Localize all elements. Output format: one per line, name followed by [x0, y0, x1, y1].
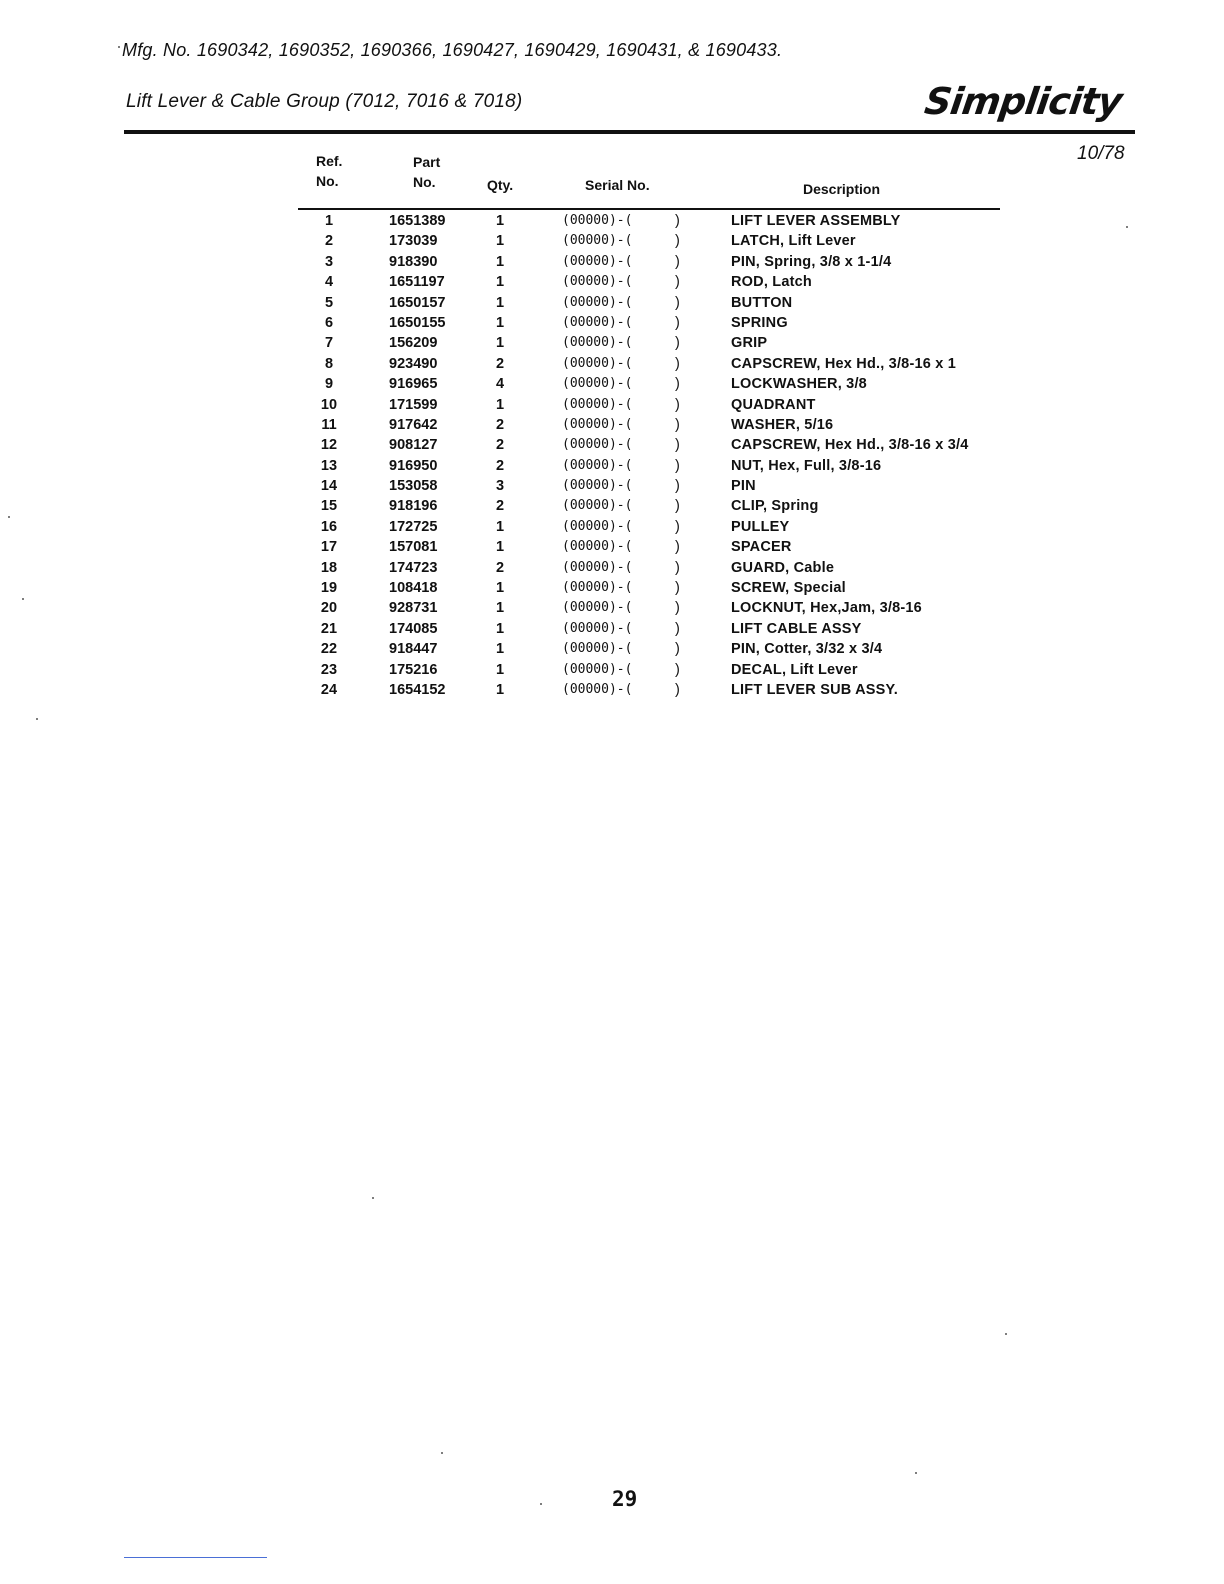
cell-serial-no: (00000)-(: [562, 274, 633, 290]
cell-description: SPACER: [731, 539, 792, 556]
cell-qty: 1: [496, 620, 505, 637]
brand-logo: Simplicity: [921, 80, 1125, 123]
cell-description: ROD, Latch: [731, 274, 812, 291]
column-header-ref-line2: No.: [316, 173, 339, 189]
column-header-ref: [316, 151, 342, 191]
column-header-ref-line1: Ref.: [316, 153, 343, 169]
cell-part-no: 916965: [389, 376, 438, 393]
cell-serial-no: (00000)-(: [562, 355, 633, 371]
cell-description: QUADRANT: [731, 396, 816, 413]
cell-part-no: 917642: [389, 416, 438, 433]
cell-qty: 1: [496, 661, 505, 678]
cell-serial-close: ): [675, 478, 680, 495]
table-row: [0, 437, 1224, 457]
cell-serial-no: (00000)-(: [562, 253, 633, 269]
scan-speck: [22, 598, 24, 600]
cell-serial-no: (00000)-(: [562, 559, 633, 575]
column-header-part-line2: No.: [413, 174, 436, 190]
cell-part-no: 916950: [389, 457, 438, 474]
cell-serial-no: (00000)-(: [562, 437, 633, 453]
cell-serial-close: ): [675, 416, 680, 433]
cell-serial-no: (00000)-(: [562, 376, 633, 392]
cell-description: CAPSCREW, Hex Hd., 3/8-16 x 3/4: [731, 437, 969, 454]
cell-part-no: 1654152: [389, 681, 446, 698]
cell-serial-no: (00000)-(: [562, 478, 633, 494]
cell-serial-close: ): [675, 539, 680, 556]
table-row: [0, 417, 1224, 437]
cell-serial-no: (00000)-(: [562, 661, 633, 677]
cell-ref-no: 18: [320, 559, 338, 576]
cell-ref-no: 1: [324, 213, 334, 229]
cell-serial-no: (00000)-(: [562, 539, 633, 555]
table-header-divider: [298, 208, 1000, 210]
cell-description: PIN: [731, 478, 756, 495]
scan-speck: [441, 1452, 443, 1454]
cell-serial-close: ): [675, 253, 680, 270]
cell-description: GRIP: [731, 335, 768, 352]
cell-serial-close: ): [675, 641, 680, 658]
cell-serial-close: ): [675, 314, 680, 331]
cell-description: BUTTON: [731, 294, 793, 311]
table-row: [0, 356, 1224, 376]
cell-part-no: 923490: [389, 355, 438, 372]
cell-serial-close: ): [675, 559, 680, 576]
mfg-numbers-line: Mfg. No. 1690342, 1690352, 1690366, 1690427, 1690429, 1690431, & 1690433.: [122, 40, 783, 60]
cell-ref-no: 5: [324, 294, 334, 311]
cell-serial-no: (00000)-(: [562, 681, 633, 697]
cell-qty: 1: [496, 580, 505, 597]
cell-qty: 2: [496, 437, 505, 454]
scan-speck: [1126, 226, 1128, 228]
cell-serial-close: ): [675, 233, 680, 250]
cell-description: SCREW, Special: [731, 580, 846, 597]
cell-description: CLIP, Spring: [731, 498, 819, 515]
cell-serial-close: ): [675, 518, 680, 535]
cell-ref-no: 21: [320, 620, 338, 637]
cell-serial-close: ): [675, 661, 680, 678]
cell-part-no: 918390: [389, 253, 438, 270]
cell-ref-no: 14: [320, 478, 338, 495]
parts-table: [0, 213, 1224, 702]
cell-qty: 3: [496, 478, 505, 495]
cell-serial-close: ): [675, 580, 680, 597]
cell-serial-no: (00000)-(: [562, 233, 633, 249]
group-title: Lift Lever & Cable Group (7012, 7016 & 7018): [126, 91, 523, 112]
cell-ref-no: 17: [320, 539, 338, 556]
cell-ref-no: 7: [324, 335, 334, 352]
column-header-description: Description: [803, 181, 881, 197]
cell-ref-no: 6: [324, 314, 334, 331]
table-row: [0, 539, 1224, 559]
table-row: [0, 560, 1224, 580]
table-row: [0, 641, 1224, 661]
scan-speck: [8, 516, 10, 518]
cell-qty: 1: [496, 641, 505, 658]
cell-qty: 1: [496, 253, 505, 270]
cell-serial-close: ): [675, 213, 680, 229]
cell-part-no: 1650155: [389, 314, 446, 331]
revision-date: 10/78: [1077, 143, 1125, 164]
cell-ref-no: 13: [320, 457, 338, 474]
scan-speck: [372, 1197, 374, 1199]
table-row: [0, 376, 1224, 396]
cell-serial-close: ): [675, 294, 680, 311]
scan-speck: [1005, 1333, 1007, 1335]
cell-ref-no: 11: [321, 416, 337, 433]
cell-serial-close: ): [675, 437, 680, 454]
cell-qty: 2: [496, 559, 505, 576]
cell-serial-no: (00000)-(: [562, 580, 633, 596]
cell-qty: 1: [496, 396, 505, 413]
table-row: [0, 213, 1224, 233]
cell-part-no: 1651389: [389, 213, 446, 229]
cell-qty: 2: [496, 355, 505, 372]
scan-speck: [118, 46, 120, 48]
cell-description: NUT, Hex, Full, 3/8-16: [731, 457, 882, 474]
table-row: [0, 254, 1224, 274]
cell-description: CAPSCREW, Hex Hd., 3/8-16 x 1: [731, 355, 956, 372]
table-row: [0, 335, 1224, 355]
cell-part-no: 174723: [389, 559, 438, 576]
cell-description: LIFT CABLE ASSY: [731, 620, 862, 637]
cell-serial-close: ): [675, 457, 680, 474]
cell-part-no: 928731: [389, 600, 438, 617]
cell-ref-no: 24: [320, 681, 338, 698]
cell-description: WASHER, 5/16: [731, 416, 834, 433]
cell-serial-no: (00000)-(: [562, 518, 633, 534]
cell-serial-close: ): [675, 396, 680, 413]
table-row: [0, 519, 1224, 539]
cell-serial-no: (00000)-(: [562, 416, 633, 432]
cell-qty: 1: [496, 233, 505, 250]
table-row: [0, 498, 1224, 518]
cell-description: LIFT LEVER ASSEMBLY: [731, 213, 901, 229]
cell-serial-no: (00000)-(: [562, 335, 633, 351]
scan-speck: [915, 1472, 917, 1474]
cell-part-no: 1650157: [389, 294, 446, 311]
cell-ref-no: 10: [320, 396, 338, 413]
table-row: [0, 397, 1224, 417]
scan-speck: [540, 1503, 542, 1505]
table-row: [0, 662, 1224, 682]
header-divider: [124, 130, 1135, 134]
cell-ref-no: 16: [320, 518, 338, 535]
cell-part-no: 908127: [389, 437, 438, 454]
cell-ref-no: 23: [320, 661, 338, 678]
cell-description: LOCKNUT, Hex,Jam, 3/8-16: [731, 600, 922, 617]
cell-qty: 1: [496, 335, 505, 352]
table-row: [0, 295, 1224, 315]
cell-part-no: 174085: [389, 620, 438, 637]
cell-ref-no: 4: [324, 274, 334, 291]
cell-part-no: 108418: [389, 580, 438, 597]
cell-part-no: 156209: [389, 335, 438, 352]
cell-serial-no: (00000)-(: [562, 457, 633, 473]
cell-serial-close: ): [675, 620, 680, 637]
cell-ref-no: 22: [320, 641, 338, 658]
cell-serial-close: ): [675, 600, 680, 617]
cell-serial-no: (00000)-(: [562, 396, 633, 412]
cell-serial-no: (00000)-(: [562, 314, 633, 330]
cell-serial-close: ): [675, 376, 680, 393]
cell-part-no: 1651197: [389, 274, 445, 291]
cell-part-no: 918447: [389, 641, 438, 658]
cell-qty: 2: [496, 416, 505, 433]
cell-part-no: 153058: [389, 478, 438, 495]
cell-ref-no: 9: [324, 376, 334, 393]
cell-part-no: 175216: [389, 661, 438, 678]
cell-serial-close: ): [675, 274, 680, 291]
cell-description: LATCH, Lift Lever: [731, 233, 856, 250]
cell-ref-no: 20: [320, 600, 338, 617]
cell-qty: 2: [496, 498, 505, 515]
table-row: [0, 621, 1224, 641]
cell-qty: 1: [496, 294, 505, 311]
column-header-part-line1: Part: [413, 154, 441, 170]
footer-rule: [124, 1557, 267, 1558]
scan-speck: [36, 718, 38, 720]
table-row: [0, 600, 1224, 620]
cell-description: LIFT LEVER SUB ASSY.: [731, 681, 899, 698]
cell-part-no: 918196: [389, 498, 438, 515]
cell-ref-no: 15: [320, 498, 338, 515]
cell-part-no: 171599: [389, 396, 438, 413]
cell-serial-no: (00000)-(: [562, 620, 633, 636]
cell-serial-close: ): [675, 498, 680, 515]
cell-serial-no: (00000)-(: [562, 498, 633, 514]
table-row: [0, 458, 1224, 478]
cell-ref-no: 8: [324, 355, 334, 372]
table-row: [0, 682, 1224, 702]
cell-part-no: 157081: [389, 539, 438, 556]
cell-qty: 1: [496, 314, 505, 331]
cell-qty: 1: [496, 274, 505, 291]
cell-qty: 1: [496, 213, 505, 229]
table-row: [0, 580, 1224, 600]
cell-qty: 2: [496, 457, 505, 474]
cell-description: DECAL, Lift Lever: [731, 661, 858, 678]
cell-description: PULLEY: [731, 518, 790, 535]
cell-serial-no: (00000)-(: [562, 294, 633, 310]
cell-serial-close: ): [675, 335, 680, 352]
cell-qty: 1: [496, 518, 505, 535]
cell-serial-no: (00000)-(: [562, 213, 633, 228]
table-row: [0, 274, 1224, 294]
cell-serial-close: ): [675, 681, 680, 698]
cell-part-no: 172725: [389, 518, 438, 535]
column-header-serial: Serial No.: [585, 177, 650, 193]
cell-qty: 1: [496, 539, 505, 556]
table-row: [0, 478, 1224, 498]
cell-ref-no: 12: [320, 437, 338, 454]
cell-description: GUARD, Cable: [731, 559, 835, 576]
table-row: [0, 233, 1224, 253]
column-header-qty: Qty.: [487, 177, 514, 193]
table-row: [0, 315, 1224, 335]
cell-description: PIN, Spring, 3/8 x 1-1/4: [731, 253, 892, 270]
cell-description: PIN, Cotter, 3/32 x 3/4: [731, 641, 883, 658]
cell-qty: 4: [496, 376, 505, 393]
cell-serial-no: (00000)-(: [562, 641, 633, 657]
cell-ref-no: 3: [324, 253, 334, 270]
cell-description: LOCKWASHER, 3/8: [731, 376, 867, 393]
cell-part-no: 173039: [389, 233, 438, 250]
cell-description: SPRING: [731, 314, 788, 331]
cell-serial-close: ): [675, 355, 680, 372]
cell-qty: 1: [496, 681, 505, 698]
cell-serial-no: (00000)-(: [562, 600, 633, 616]
cell-ref-no: 2: [324, 233, 334, 250]
cell-qty: 1: [496, 600, 505, 617]
cell-ref-no: 19: [320, 580, 338, 597]
page-number: 29: [612, 1487, 638, 1511]
column-header-part: [413, 152, 440, 192]
